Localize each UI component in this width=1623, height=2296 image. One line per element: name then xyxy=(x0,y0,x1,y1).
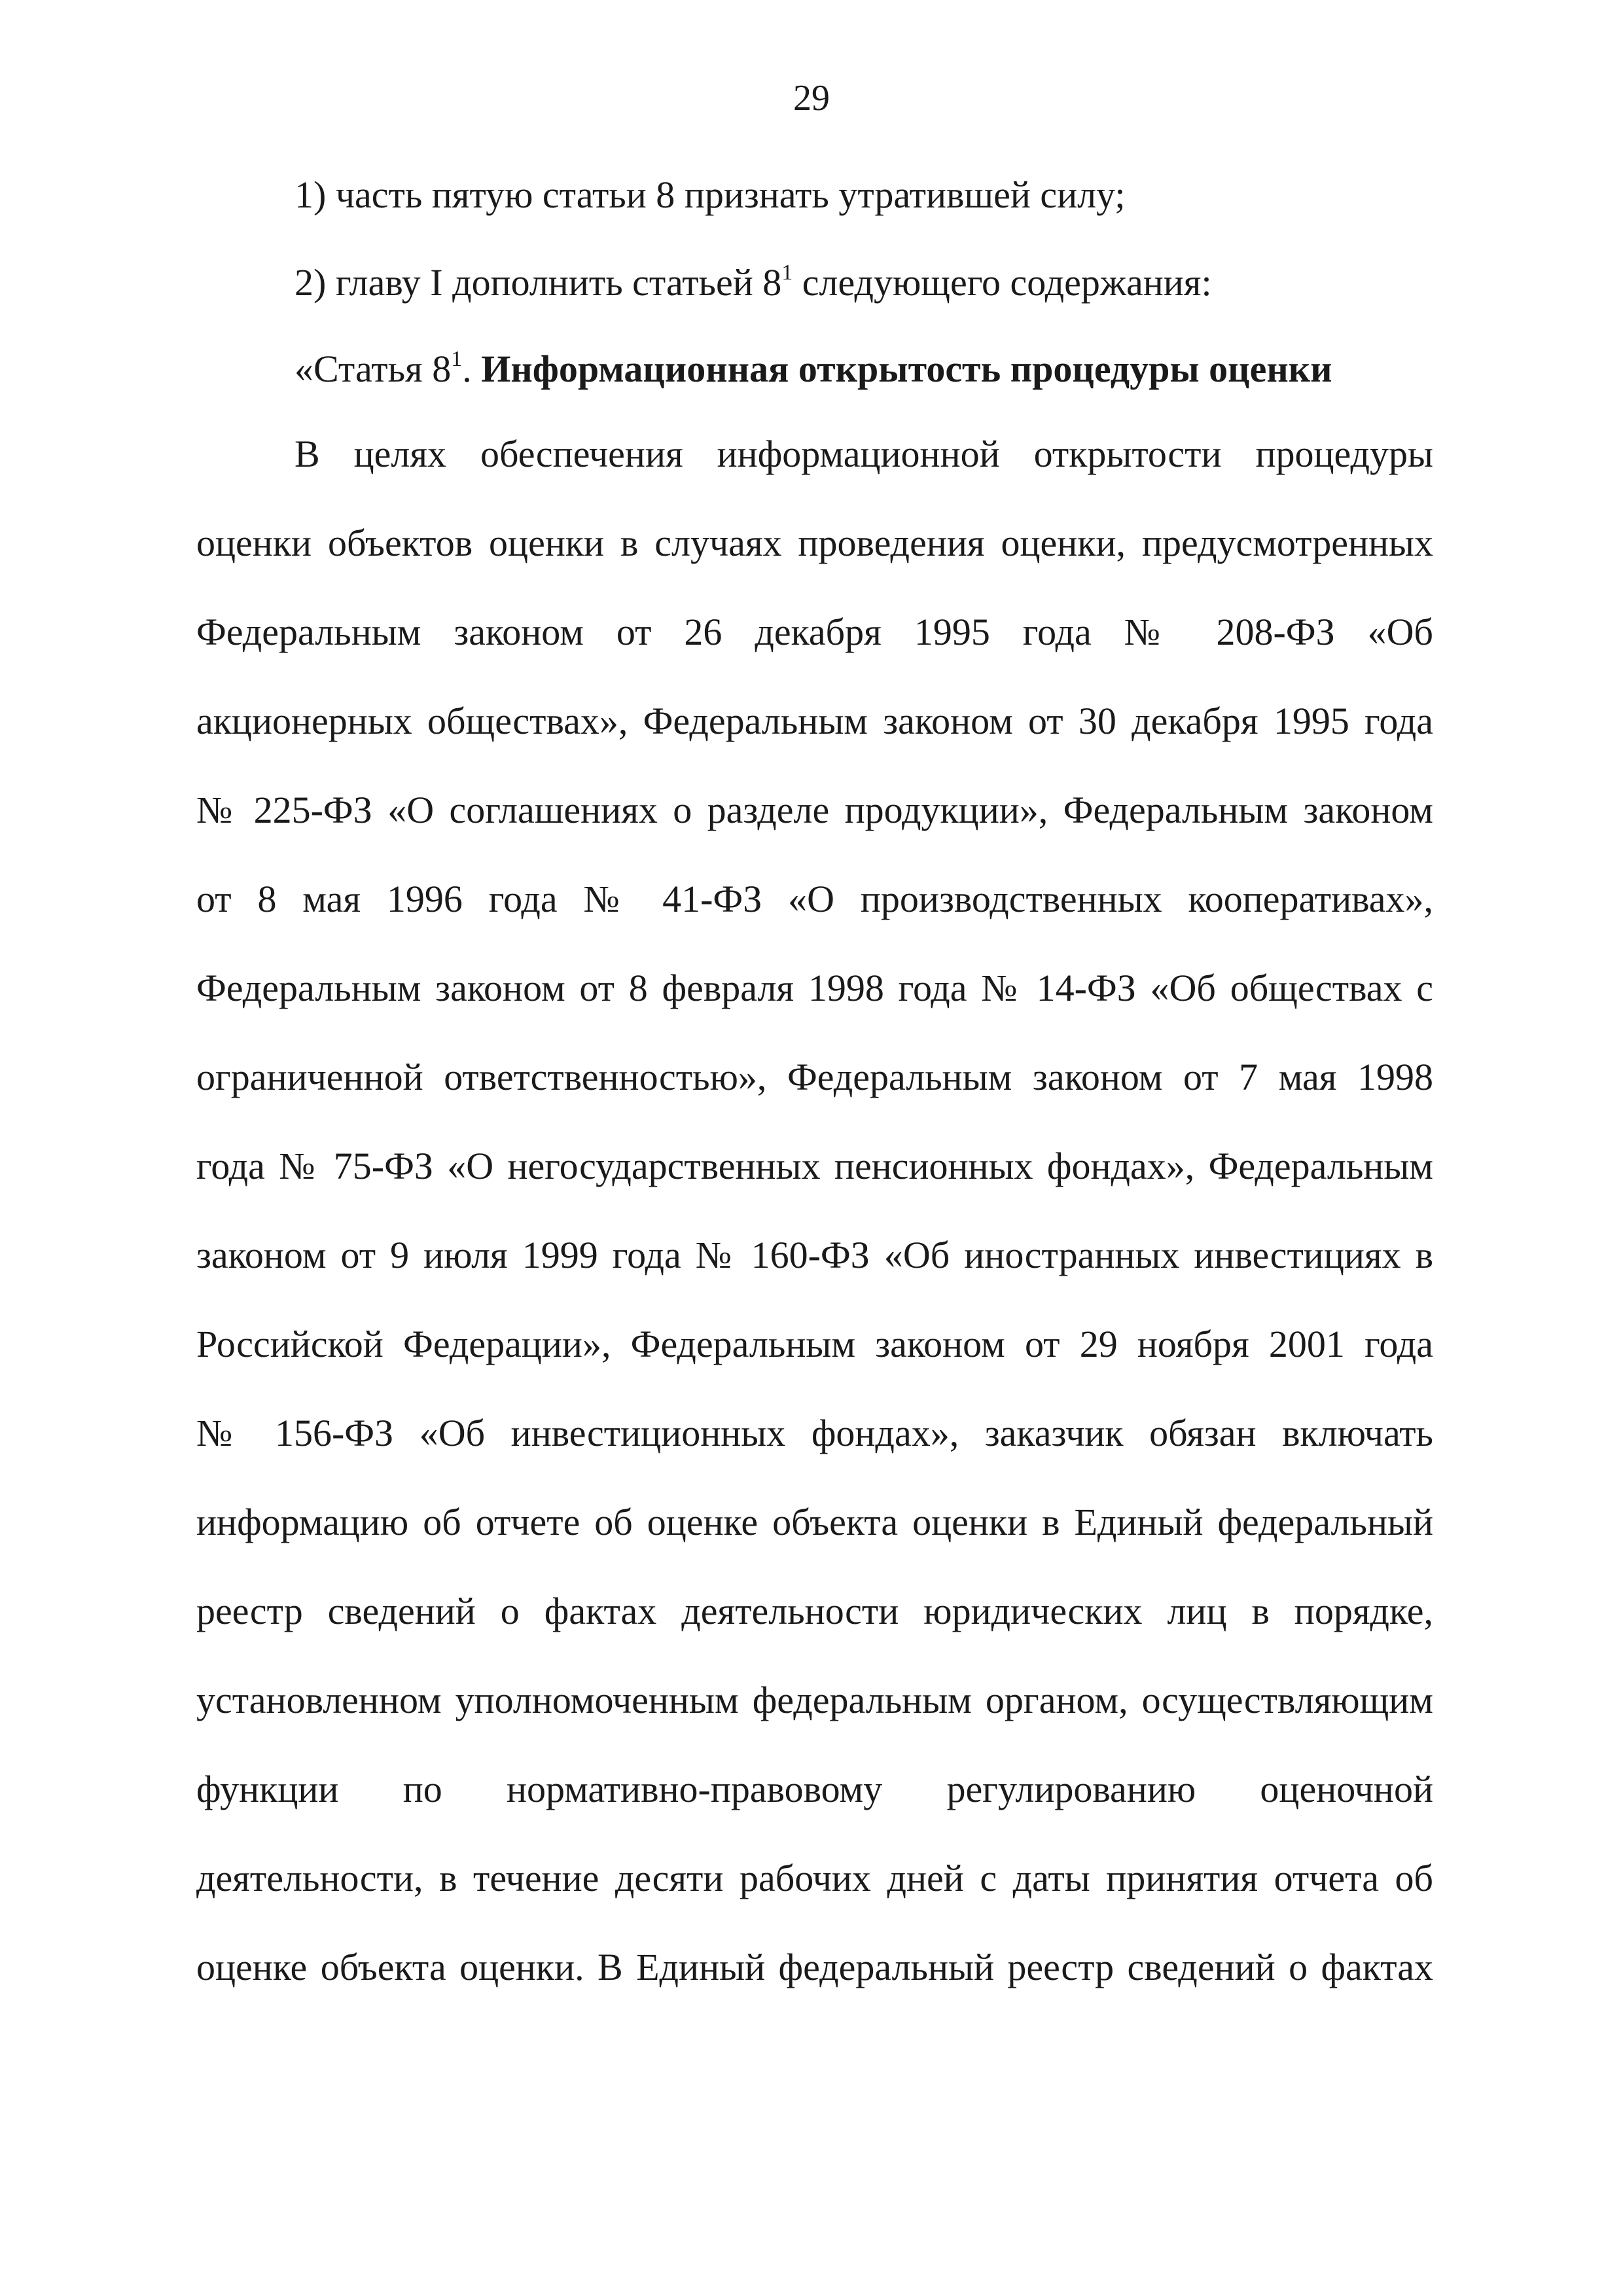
body-line: ограниченной ответственностью», Федеральным законом от 7 мая 1998 xyxy=(196,1056,1433,1098)
body-line: от 8 мая 1996 года № 41-ФЗ «О производственных кооперативах», xyxy=(196,878,1433,920)
item-2 xyxy=(294,260,1212,305)
item-2-text: 2) главу I дополнить статьей 8 xyxy=(294,261,782,304)
body-line: № 156-ФЗ «Об инвестиционных фондах», заказчик обязан включать xyxy=(196,1412,1433,1454)
body-line: функции по нормативно-правовому регулированию оценочной xyxy=(196,1768,1433,1810)
article-heading xyxy=(294,347,1332,391)
article-superscript: 1 xyxy=(451,346,463,371)
body-line: В целях обеспечения информационной открытости процедуры xyxy=(294,433,1433,475)
item-2-superscript: 1 xyxy=(781,260,793,285)
body-line: № 225-ФЗ «О соглашениях о разделе продукции», Федеральным законом xyxy=(196,789,1433,831)
item-2-text-end: следующего содержания: xyxy=(793,261,1212,304)
body-line: реестр сведений о фактах деятельности юридических лиц в порядке, xyxy=(196,1590,1433,1632)
body-line: информацию об отчете об оценке объекта оценки в Единый федеральный xyxy=(196,1501,1433,1543)
body-line: Федеральным законом от 8 февраля 1998 года № 14-ФЗ «Об обществах с xyxy=(196,967,1433,1009)
body-line: оценке объекта оценки. В Единый федеральный реестр сведений о фактах xyxy=(196,1946,1433,1988)
body-line: года № 75-ФЗ «О негосударственных пенсионных фондах», Федеральным xyxy=(196,1145,1433,1187)
body-line: Федеральным законом от 26 декабря 1995 года № 208-ФЗ «Об xyxy=(196,611,1433,653)
body-line: установленном уполномоченным федеральным органом, осуществляющим xyxy=(196,1679,1433,1721)
article-title: Информационная открытость процедуры оценки xyxy=(481,348,1332,390)
body-line: акционерных обществах», Федеральным законом от 30 декабря 1995 года xyxy=(196,700,1433,742)
body-line: Российской Федерации», Федеральным законом от 29 ноября 2001 года xyxy=(196,1323,1433,1365)
article-body xyxy=(196,432,1433,2034)
item-1: 1) часть пятую статьи 8 признать утратившей силу; xyxy=(294,173,1126,216)
body-line: оценки объектов оценки в случаях проведения оценки, предусмотренных xyxy=(196,522,1433,564)
article-prefix: «Статья 8 xyxy=(294,348,452,390)
body-line: деятельности, в течение десяти рабочих дней с даты принятия отчета об xyxy=(196,1857,1433,1899)
body-line: законом от 9 июля 1999 года № 160-ФЗ «Об иностранных инвестициях в xyxy=(196,1234,1433,1276)
page-number: 29 xyxy=(793,78,830,118)
article-dot: . xyxy=(462,348,482,390)
